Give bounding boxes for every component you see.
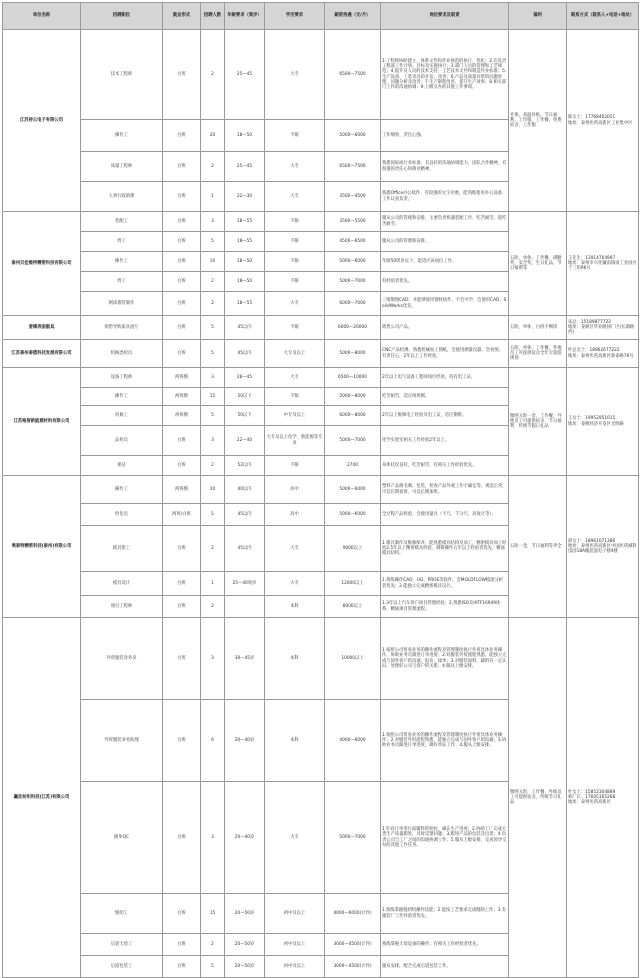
job-count: 5 (201, 956, 225, 978)
job-education: 初中及以上 (265, 934, 325, 956)
job-title: 焊工 (81, 272, 163, 292)
job-requirements: 1.按照公司贸易业务的操作流程及管理制度执行外贸具体业务操作，协助业务员跟进订单进度；2.对服装外贸流程熟悉，能独立完成与国外客户的沟通，报价，接单；3.对服装面料，辅料有一定认识，处理好公司与客户的关系；4.服从上级安排。 (381, 618, 509, 700)
job-requirements: 服从公司的管理和安排，主要负责机器装配工作，吃苦耐劳，能吃苦耐劳。 (381, 212, 509, 232)
job-count: 6 (201, 700, 225, 782)
job-count: 2 (201, 456, 225, 476)
job-education: 大专 (265, 782, 325, 894)
welfare-cell: 缴纳五险一金，工作餐，外地员工可提供宿舍，节日福利、传统节假日礼品 (509, 368, 567, 476)
job-form: 白班 (163, 120, 201, 152)
job-age: 45以内 (225, 340, 265, 368)
job-age: 20—50岁 (225, 956, 265, 978)
job-title: 操作工 (81, 252, 163, 272)
job-form: 白班 (163, 272, 201, 292)
job-title: 模具钳工 (81, 526, 163, 572)
job-age: 22—40 (225, 426, 265, 456)
job-age: 20—40岁 (225, 782, 265, 894)
company-name: 姜堰表面服具 (3, 316, 81, 340)
job-salary: 5000—6000 (325, 504, 381, 526)
job-count: 1 (201, 182, 225, 212)
job-title: 保洁 (81, 456, 163, 476)
job-title: 操作工 (81, 476, 163, 504)
table-row (3, 340, 639, 368)
header-education: 学历要求 (265, 3, 325, 30)
table-row (3, 618, 639, 700)
job-form: 白班 (163, 30, 201, 120)
job-salary: 6000—20000 (325, 316, 381, 340)
contact-cell: 王女士：19952951015 地址：姜堰经济开发区光明路 (567, 368, 639, 476)
job-salary: 6500—7500 (325, 30, 381, 120)
contact-cell: 陈女士：17768402051 地址：泰州医药高新区工业集中区 (567, 30, 639, 212)
job-requirements: 吃苦耐劳，适应两班倒。 (381, 388, 509, 406)
job-title: 装配工 (81, 212, 163, 232)
job-age: 18—50 (225, 272, 265, 292)
job-salary: 4500—6500 (325, 232, 381, 252)
job-age: 20—40岁 (225, 700, 265, 782)
job-age: 20—50岁 (225, 934, 265, 956)
job-education: 初中及以上 (265, 894, 325, 934)
job-age: 50以下 (225, 388, 265, 406)
job-title: 检包员 (81, 504, 163, 526)
recruitment-sheet (0, 2, 640, 969)
job-title: 后道包装工 (81, 956, 163, 978)
job-requirements: CNC产品检测，熟悉机械加工图纸，会使用测量仪器，会看图，有责任心，2年以上工作经验。 (381, 340, 509, 368)
job-requirements: 1.针对订单进行面辅料的检验，确认生产进度；2.协助工厂完成大货生产质量跟进，及时反馈问题；3.跟进产品的包装及出货；4.负责公司与工厂之间的沟通协调工作；5.服从上级安排，完成领导交办的其他工作任务。 (381, 782, 509, 894)
company-name: 赢佐纺织科技(江苏)有限公司 (3, 618, 81, 978)
job-form: 白班 (163, 152, 201, 182)
job-education: 大专 (265, 572, 325, 596)
job-form: 白班 (163, 212, 201, 232)
job-education: 本科 (265, 596, 325, 618)
header-requirements: 岗位要求及职责 (381, 3, 509, 30)
job-education: 大专及以上 (265, 340, 325, 368)
job-requirements: 熟悉国际或行业标准，有良好的沟通协调能力，团队合作精神，有很强的责任心和敬业精神。 (381, 152, 509, 182)
job-salary: 4000—6000 (325, 700, 381, 782)
job-title: 机修工 (81, 406, 163, 426)
job-education: 高中 (265, 476, 325, 504)
job-count: 3 (201, 618, 225, 700)
job-education: 本科 (265, 700, 325, 782)
job-title: 品检员 (81, 426, 163, 456)
job-salary: 5000—7000 (325, 426, 381, 456)
job-title: 机械类检员 (81, 340, 163, 368)
company-name: 江苏泰州泰德科技发展有限公司 (3, 340, 81, 368)
job-education: 大专及以上化学、新能源等专业 (265, 426, 325, 456)
job-requirements: 1.熟练操作CAD、UG、PROE等软件，会MOLDFLOW模流分析者优先；2.能独立完成精密模具设计。 (381, 572, 509, 596)
job-age: 28—45 (225, 368, 265, 388)
header-welfare: 福利 (509, 3, 567, 30)
job-title: 焊工 (81, 232, 163, 252)
job-title: 钢质墙管制作 (81, 292, 163, 316)
job-age (225, 596, 265, 618)
job-title: 缝纫工 (81, 894, 163, 934)
job-form: 白班 (163, 252, 201, 272)
contact-cell: 叶总女士：18962677222 地址：泰州医药高新区新泰路76号 (567, 340, 639, 368)
job-education: 不限 (265, 272, 325, 292)
job-form: 白班 (163, 934, 201, 956)
job-form: 白班 (163, 426, 201, 456)
job-age: 18—50 (225, 120, 265, 152)
job-education: 大专 (265, 182, 325, 212)
job-title: 项目工程师 (81, 596, 163, 618)
job-count: 2 (201, 30, 225, 120)
welfare-cell: 五险，单休，工作餐，满勤奖，安全奖，生日礼品，节日福利等 (509, 212, 567, 316)
job-title: 外贸服装业务助理 (81, 700, 163, 782)
company-name: 奥泰特精密科技(泰州)有限公司 (3, 476, 81, 618)
job-salary: 8000以上 (325, 596, 381, 618)
job-education: 高中 (265, 504, 325, 526)
company-name: 江苏格智新能源材料有限公司 (3, 368, 81, 476)
job-form: 白班 (163, 956, 201, 978)
contact-cell: 叶女士：15852304889 韩厂长：17605165268 地址：泰州医药高新区 (567, 618, 639, 978)
job-requirements: 1.按照公司贸易业务的操作流程及管理制度执行外贸具体业务操作；2.对服装外贸流程熟悉，能独立完成与国外客户的沟通；3.协助业务员跟进订单进度，做好单证工作；4.服从上级安排。 (381, 700, 509, 782)
company-name: 江苏持云电子有限公司 (3, 30, 81, 212)
welfare-cell: 五险，单休，白班不倒班 (509, 316, 567, 340)
job-salary: 3500—4500 (325, 182, 381, 212)
job-count: 3 (201, 368, 225, 388)
job-education: 大专 (265, 152, 325, 182)
job-count: 2 (201, 596, 225, 618)
table-row (3, 368, 639, 388)
job-age: 52以内 (225, 456, 265, 476)
job-requirements: 塑料产品修毛刺，包装，检查产品外观工作不确定等，视觉正常，可以长期夜班，可以长期加班。 (381, 476, 509, 504)
table-row (3, 30, 639, 120)
header-position: 招聘职位 (81, 3, 163, 30)
job-form: 白班 (163, 618, 201, 700)
job-form: 白班 (163, 292, 201, 316)
job-form: 两班倒 (163, 388, 201, 406)
job-title: 质量工程师 (81, 152, 163, 182)
job-count: 3 (201, 782, 225, 894)
job-requirements: 有经验者优先。 (381, 272, 509, 292)
job-requirements: 1.熟练掌握缝纫机操作技能；2.能按工艺要求完成缝制工作；3.有服装厂工作经验者优先。 (381, 894, 509, 934)
job-form: 白班 (163, 232, 201, 252)
job-form: 两班倒 (163, 368, 201, 388)
job-salary: 3500—5500 (325, 212, 381, 232)
header-company: 单位名称 (3, 3, 81, 30)
job-requirements: 2年以上维修电工经验及电工证，适应倒班。 (381, 406, 509, 426)
job-salary: 6000—7000 (325, 292, 381, 316)
job-education: 不限 (265, 252, 325, 272)
job-count: 5 (201, 316, 225, 340)
job-count: 2 (201, 152, 225, 182)
job-form: 白班 (163, 596, 201, 618)
job-requirements: 熟悉Office办公软件，有较强的文字功底，能熟练使用办公设备，工作认真负责。 (381, 182, 509, 212)
job-salary: 2700 (325, 456, 381, 476)
job-requirements: 服从公司的管理和安排。 (381, 232, 509, 252)
job-salary: 5000—6000 (325, 252, 381, 272)
job-title: 设备工程师 (81, 368, 163, 388)
job-education: 初中及以上 (265, 956, 325, 978)
job-count: 10 (201, 476, 225, 504)
job-education: 大专 (265, 526, 325, 572)
job-age: 50以下 (225, 406, 265, 426)
job-age: 45以内 (225, 504, 265, 526)
job-form: 白班 (163, 456, 201, 476)
job-form: 两班倒 (163, 476, 201, 504)
table-row (3, 316, 639, 340)
job-education: 大专 (265, 292, 325, 316)
job-count: 3 (201, 426, 225, 456)
job-count: 2 (201, 934, 225, 956)
job-age: 18—55 (225, 212, 265, 232)
job-count: 10 (201, 252, 225, 272)
job-title: 操作工 (81, 388, 163, 406)
job-salary: 5000—7000 (325, 782, 381, 894)
job-salary: 5000—6000 (325, 120, 381, 152)
header-salary: 薪资待遇（元/月） (325, 3, 381, 30)
job-form: 白班 (163, 340, 201, 368)
job-salary: 3000—4500(计件) (325, 956, 381, 978)
job-title: 模具设计 (81, 572, 163, 596)
job-title: 人事行政助理 (81, 182, 163, 212)
job-title: 操作工 (81, 120, 163, 152)
job-education: 不限 (265, 120, 325, 152)
job-salary: 5000—8000 (325, 388, 381, 406)
job-title: 技术工程师 (81, 30, 163, 120)
job-age: 45以内 (225, 526, 265, 572)
recruitment-table (2, 2, 639, 978)
job-salary: 10000以上 (325, 618, 381, 700)
job-count: 5 (201, 504, 225, 526)
header-age: 年龄要求（周岁） (225, 3, 265, 30)
job-requirements: 1.3年以上汽车客户项目管理经验；2.熟悉ISO及IATF16949体系，精通项目管理流程。 (381, 596, 509, 618)
job-requirements: 销售公司产品。 (381, 316, 509, 340)
job-count: 15 (201, 388, 225, 406)
job-age: 25—45 (225, 152, 265, 182)
job-form: 白班 (163, 894, 201, 934)
job-education: 大专 (265, 30, 325, 120)
job-age: 18—55 (225, 232, 265, 252)
job-age: 25—40周岁 (225, 572, 265, 596)
job-age: 25—45 (225, 30, 265, 120)
contact-cell: 俞女士：18961071386 地址：泰州医药高新区中国医药城科技园18A幢超盈电子楼4楼 (567, 476, 639, 618)
job-form: 白班 (163, 782, 201, 894)
job-age: 18—50 (225, 252, 265, 272)
contact-cell: 朱总：15189877722 地址：姜堰区华业路园厂区(长湖路西) (567, 316, 639, 340)
job-form: 白班 (163, 572, 201, 596)
job-requirements: 年龄50周岁以下，能适应该岗位工作。 (381, 252, 509, 272)
job-count: 5 (201, 340, 225, 368)
job-requirements: 2年以上电气设备工程师岗位经验，持有电工证。 (381, 368, 509, 388)
job-requirements: 化学实验室相关工作经验2年以上。 (381, 426, 509, 456)
job-salary: 5000—8000 (325, 340, 381, 368)
job-form: 两班倒 (163, 406, 201, 426)
company-name: 泰州贝佳维特精密科技有限公司 (3, 212, 81, 316)
job-education: 本科 (265, 618, 325, 700)
job-salary: 5000—6000 (325, 476, 381, 504)
job-requirements: 全过程产品检验，会使用量具（卡尺，千分尺，高度计等）。 (381, 504, 509, 526)
job-requirements: 工作细致、责任心强。 (381, 120, 509, 152)
job-education: 中专及以上 (265, 406, 325, 426)
job-salary: 3000—4500(计件) (325, 934, 381, 956)
job-salary: 9000以上 (325, 526, 381, 572)
job-form: 白班 (163, 316, 201, 340)
job-age: 30—45岁 (225, 618, 265, 700)
job-requirements: 服从安排，配合完成后道包装工作。 (381, 956, 509, 978)
job-salary: 6000—8000 (325, 406, 381, 426)
header-row (3, 3, 639, 30)
job-education: 大专 (265, 368, 325, 388)
job-count: 1 (201, 572, 225, 596)
welfare-cell: 五险，单休，工作餐，外地员工可提供宿舍全年无旅游规划 (509, 340, 567, 368)
job-title: 后道大烫工 (81, 934, 163, 956)
job-salary: 12000以上 (325, 572, 381, 596)
job-form: 白班 (163, 182, 201, 212)
job-age: 18—55 (225, 292, 265, 316)
job-education: 不限 (265, 388, 325, 406)
job-age: 45以内 (225, 316, 265, 340)
job-education: 不限 (265, 316, 325, 340)
job-age: 20—50岁 (225, 894, 265, 934)
job-count: 3 (201, 212, 225, 232)
welfare-cell: 五险一金，节日福利等齐全 (509, 476, 567, 618)
job-salary: 4000—6000(计件) (325, 894, 381, 934)
job-title: 销售导购家具展厅 (81, 316, 163, 340)
job-form: 白班 (163, 700, 201, 782)
job-count: 2 (201, 526, 225, 572)
job-requirements: 熟练掌握大烫设备的操作；有相关工作经验者优先。 (381, 934, 509, 956)
job-title: 外贸服装业务员 (81, 618, 163, 700)
table-row (3, 212, 639, 232)
welfare-cell: 缴纳五险，工作餐，外地员工可提供宿舍，传统节日礼品 (509, 618, 567, 978)
header-contact: 联系方式（联系人+电话+地址） (567, 3, 639, 30)
job-education: 不限 (265, 212, 325, 232)
job-count: 2 (201, 272, 225, 292)
job-salary: 6500—10000 (325, 368, 381, 388)
job-salary: 5000—7000 (325, 272, 381, 292)
job-form: 两班/白班 (163, 504, 201, 526)
job-salary: 6500—7500 (325, 152, 381, 182)
header-count: 招聘人数 (201, 3, 225, 30)
job-count: 20 (201, 120, 225, 152)
job-count: 2 (201, 292, 225, 316)
job-age: 40以内 (225, 476, 265, 504)
job-requirements: 身体状况良好，吃苦耐劳，有相关工作经验优先。 (381, 456, 509, 476)
job-requirements: 1.工程师协助建立、体系文件和作业规范的执行、优化；2.在负责工程部工作计划、目标及实施执行；3.部门人员的管理和工艺规范；4.提升及人员的技术支持，工艺技术文件和制造作业标准；5.生产设备、工装夹具的开发、改善；6.产品及质量异常的问题处理，问题分析及改善；7.生产制程改善，提升生产效率；8.相关部门工作的沟通协调；9.上级交办的其他工作事项。 (381, 30, 509, 120)
header-form: 就业形式 (163, 3, 201, 30)
table-row (3, 476, 639, 504)
job-count: 5 (201, 232, 225, 252)
job-count: 5 (201, 406, 225, 426)
job-requirements: 1.模具制作及维修保养，能熟悉模具结构及加工，精密模具加工经验2.5年以上精密模具经验，制模操作五年以上经验者优先，精通模具结构。 (381, 526, 509, 572)
job-age: 22—30 (225, 182, 265, 212)
job-education: 不限 (265, 456, 325, 476)
job-education: 不限 (265, 232, 325, 252)
job-count: 15 (201, 894, 225, 934)
job-title: 跟单QC (81, 782, 163, 894)
job-form: 白班 (163, 526, 201, 572)
contact-cell: 王先生：13914764997 地址：泰州市兴化戴南镇南工业园区十三组96号 (567, 212, 639, 316)
job-requirements: 三维制图CAD，并能够使用钢材软件，不会可学，会使用CAD、SolidWorks优先。 (381, 292, 509, 316)
welfare-cell: 社保，高温补贴，节日福利，工作服，工作餐，免费宿舍，工作服 (509, 30, 567, 212)
